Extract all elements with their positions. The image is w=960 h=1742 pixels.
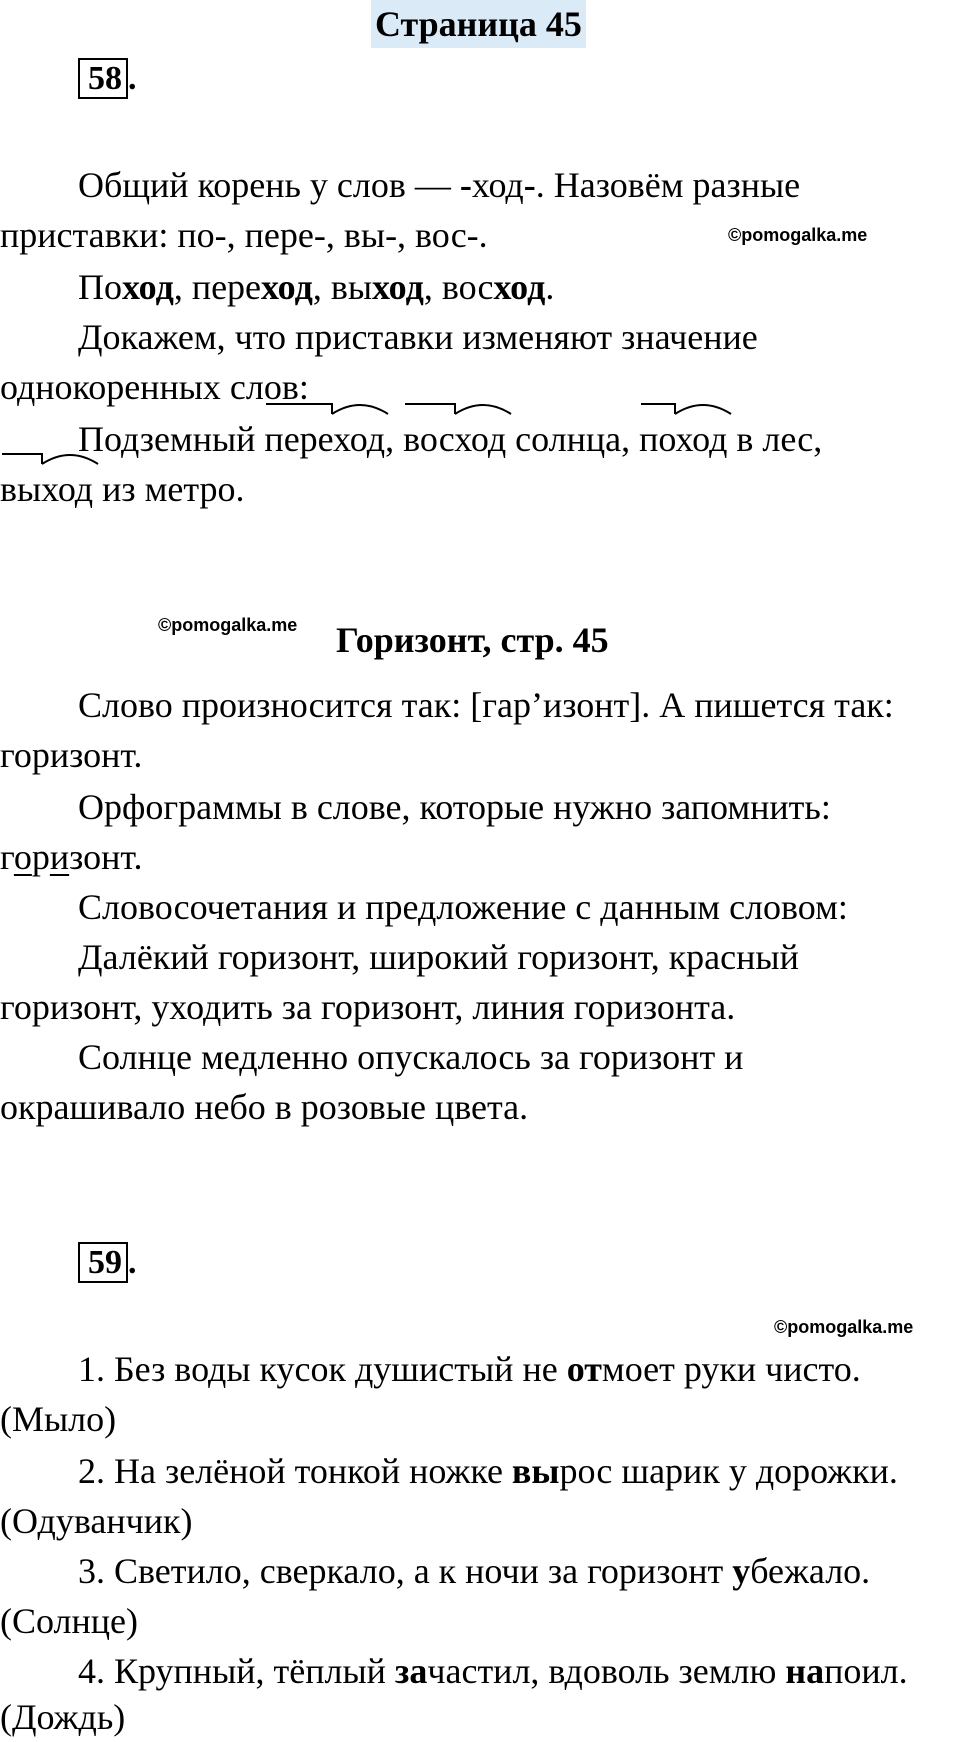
underlined-letter: о xyxy=(13,837,32,877)
word-vyhod-parsed xyxy=(0,464,93,514)
riddle-1 xyxy=(78,1344,861,1394)
bold-prefix: вы xyxy=(511,1451,560,1491)
horizon-line-6: Далёкий горизонт, широкий горизонт, красный xyxy=(78,937,799,977)
text: Общий корень у слов — xyxy=(78,165,460,205)
exercise-number-58 xyxy=(78,58,137,100)
separator: , xyxy=(173,267,192,307)
prefix-root-marks-icon xyxy=(403,400,515,420)
letter: г xyxy=(0,837,14,877)
root: ход xyxy=(372,267,424,307)
separator: , xyxy=(312,267,331,307)
prefix: вос xyxy=(441,267,494,307)
horizon-line-1: Слово произносится так: [гар’изонт]. А пишется так: xyxy=(78,685,894,725)
horizon-line-5: Словосочетания и предложение с данным словом: xyxy=(78,887,848,927)
letters: зонт. xyxy=(69,837,143,877)
watermark: ©pomogalka.me xyxy=(774,1317,914,1337)
text: солнца, xyxy=(506,419,640,459)
word-vyhod xyxy=(331,267,442,307)
ex58-paragraph-1-line-2: приставки: по-, пере-, вы-, вос-. xyxy=(0,215,488,255)
ex58-paragraph-3-line-2: однокоренных слов: xyxy=(0,367,309,407)
word-perehod xyxy=(192,267,331,307)
prefix-root-marks-icon xyxy=(639,400,735,420)
underlined-letter: и xyxy=(49,837,70,877)
prefix: вы xyxy=(330,267,373,307)
bold-prefix: от xyxy=(566,1349,602,1389)
text: моет руки чисто. xyxy=(601,1349,861,1389)
riddle-2-answer: (Одуванчик) xyxy=(0,1501,193,1541)
horizon-line-3: Орфограммы в слове, которые нужно запомнить: xyxy=(78,787,831,827)
ex58-words-line xyxy=(78,262,554,312)
text: бежало. xyxy=(750,1551,871,1591)
prefix: пере xyxy=(191,267,262,307)
word-pohod-parsed xyxy=(639,414,727,464)
text: 3. Светило, сверкало, а к ночи за горизонт xyxy=(78,1551,733,1591)
exercise-number-dot: . xyxy=(128,60,137,97)
horizon-word-spelling xyxy=(0,832,142,882)
ex58-paragraph-3-line-1: Докажем, что приставки изменяют значение xyxy=(78,317,758,357)
letter: р xyxy=(31,837,50,877)
text: в лес, xyxy=(727,419,823,459)
horizon-line-9: окрашивало небо в розовые цвета. xyxy=(0,1087,529,1127)
page-title: Страница 45 xyxy=(371,0,586,48)
word: выход xyxy=(0,469,94,509)
text: рос шарик у дорожки. xyxy=(559,1451,898,1491)
text: 2. На зелёной тонкой ножке xyxy=(78,1451,512,1491)
text: Подземный xyxy=(78,419,265,459)
bold-prefix: на xyxy=(785,1651,825,1691)
ex58-paragraph-1-line-1 xyxy=(78,160,800,210)
separator: , xyxy=(423,267,442,307)
watermark: ©pomogalka.me xyxy=(158,615,298,635)
root-text: ход xyxy=(471,165,524,205)
word: переход xyxy=(264,419,386,459)
word-voshod xyxy=(442,267,554,307)
bold-dash: - xyxy=(459,165,472,205)
riddle-4 xyxy=(78,1646,908,1696)
prefix-root-marks-icon xyxy=(0,450,100,470)
riddle-1-answer: (Мыло) xyxy=(0,1399,117,1439)
horizon-line-7: горизонт, уходить за горизонт, линия горизонта. xyxy=(0,987,736,1027)
exercise-number-dot: . xyxy=(128,1244,137,1281)
ex58-paragraph-4-line-2 xyxy=(0,464,245,514)
bold-prefix: у xyxy=(732,1551,751,1591)
text: частил, вдоволь землю xyxy=(427,1651,786,1691)
horizon-line-2: горизонт. xyxy=(0,735,143,775)
word-pohod xyxy=(78,267,192,307)
word-voshod-parsed xyxy=(403,414,506,464)
prefix: По xyxy=(78,267,122,307)
exercise-number-box: 58 xyxy=(78,58,128,99)
riddle-3-answer: (Солнце) xyxy=(0,1601,138,1641)
riddle-3 xyxy=(78,1546,870,1596)
riddle-2 xyxy=(78,1446,898,1496)
horizon-line-8: Солнце медленно опускалось за горизонт и xyxy=(78,1037,744,1077)
section-heading-horizon: Горизонт, стр. 45 xyxy=(336,620,609,660)
bold-prefix: за xyxy=(394,1651,428,1691)
prefix-root-marks-icon xyxy=(264,400,390,420)
watermark: ©pomogalka.me xyxy=(728,225,868,245)
root: ход xyxy=(493,267,546,307)
exercise-number-box: 59 xyxy=(78,1242,128,1283)
word: восход xyxy=(403,419,507,459)
root: ход xyxy=(122,267,174,307)
riddle-4-answer: (Дождь) xyxy=(0,1697,126,1737)
text: из метро. xyxy=(93,469,245,509)
root: ход xyxy=(261,267,313,307)
word: поход xyxy=(639,419,728,459)
text: 1. Без воды кусок душистый не xyxy=(78,1349,567,1389)
ex58-paragraph-4-line-1 xyxy=(78,414,822,464)
text: поил. xyxy=(824,1651,908,1691)
text: . Назовём разные xyxy=(535,165,801,205)
text: , xyxy=(385,419,404,459)
word-perehod-parsed xyxy=(264,414,385,464)
text: 4. Крупный, тёплый xyxy=(78,1651,395,1691)
bold-dash: - xyxy=(523,165,536,205)
separator: . xyxy=(545,267,555,307)
exercise-number-59 xyxy=(78,1242,137,1284)
